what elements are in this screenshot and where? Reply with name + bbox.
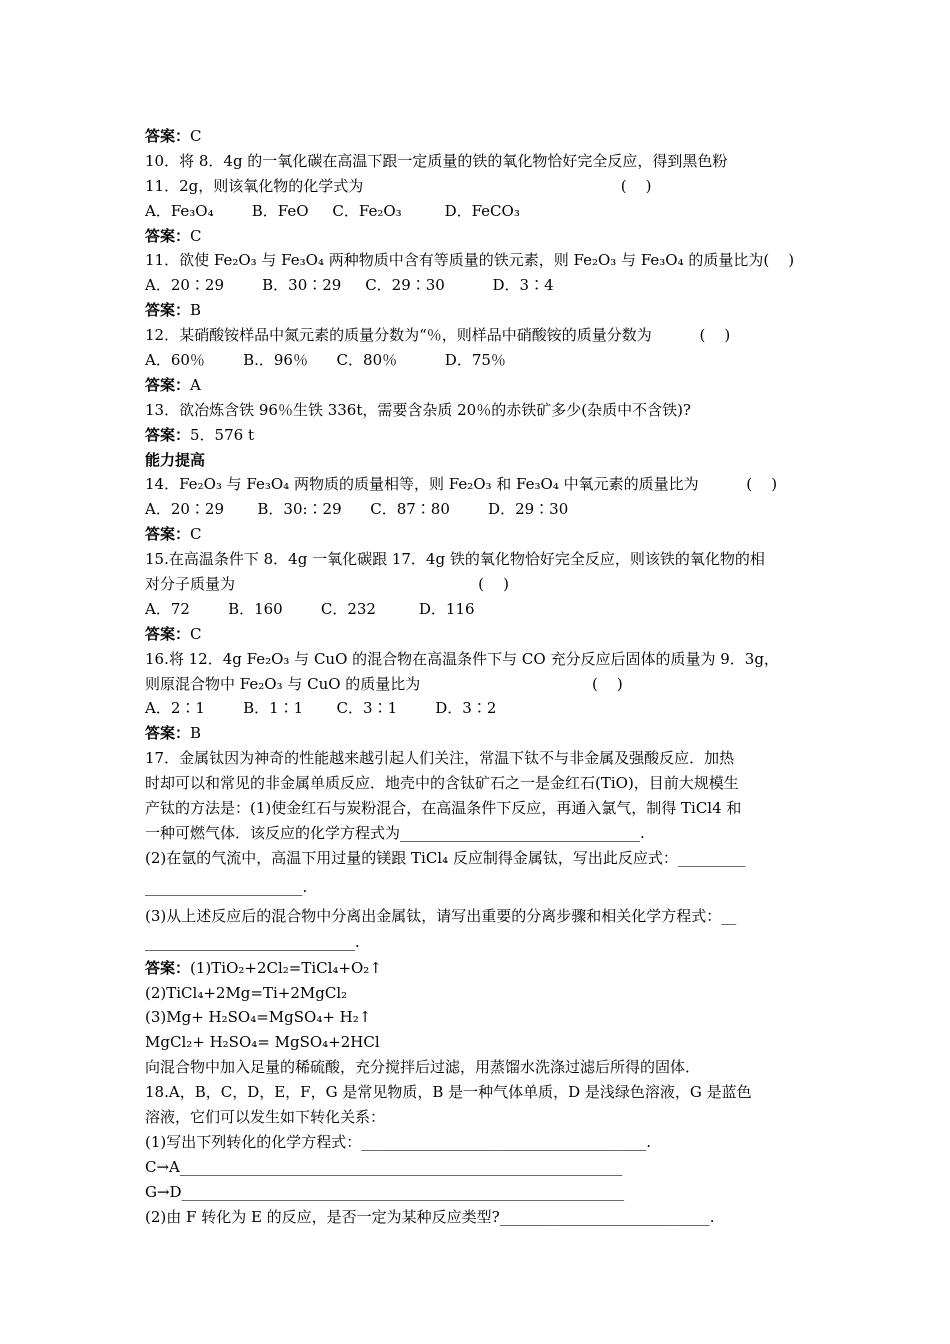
answer-value: A [190, 375, 201, 394]
question-18-stem-cont: 溶液，它们可以发生如下转化关系： [145, 1107, 386, 1126]
answer-explanation: 向混合物中加入足量的稀硫酸，充分搅拌后过滤，用蒸馏水洗涤过滤后所得的固体． [145, 1058, 701, 1077]
question-17-stem-cont: 时却可以和常见的非金属单质反应．地壳中的含钛矿石之一是金红石(TiO)，目前大规模生 [145, 774, 739, 793]
question-10-options: A．Fe₃O₄ B．FeO C．Fe₂O₃ D．FeCO₃ [145, 201, 520, 220]
question-16-options: A．2∶1 B．1∶1 C．3∶1 D．3∶2 [145, 699, 497, 718]
answer-line [145, 721, 810, 746]
question-17-part-1-blank: 一种可燃气体．该反应的化学方程式为________________________________. [145, 823, 645, 842]
question-18-blank-g-d: G→D___________________________________________________________ [145, 1182, 625, 1201]
question-11-options: A．20∶29 B．30∶29 C．29∶30 D．3∶4 [145, 276, 554, 295]
answer-line [145, 956, 810, 981]
answer-value: C [190, 624, 202, 643]
document-body [145, 124, 810, 1229]
answer-label: 答案： [145, 301, 191, 320]
answer-label: 答案： [145, 375, 191, 394]
answer-label: 答案： [145, 624, 191, 643]
question-15-stem: 15.在高温条件下 8．4g 一氧化碳跟 17．4g 铁的氧化物恰好完全反应，则该铁的氧化物的相 [145, 550, 765, 569]
answer-line [145, 373, 810, 398]
question-18-blank-c-a: C→A___________________________________________________________ [145, 1157, 623, 1176]
question-17-stem-cont: 产钛的方法是：(1)使金红石与炭粉混合，在高温条件下反应，再通入氯气，制得 TiCl4 和 [145, 799, 742, 818]
question-14-stem: 14．Fe₂O₃ 与 Fe₃O₄ 两物质的质量相等，则 Fe₂O₃ 和 Fe₃O₄ 中氧元素的质量比为 ( ) [145, 475, 778, 494]
question-16-stem: 16.将 12．4g Fe₂O₃ 与 CuO 的混合物在高温条件下与 CO 充分反应后固体的质量为 9．3g， [145, 649, 779, 668]
answer-value: C [190, 525, 202, 544]
answer-label: 答案： [145, 425, 191, 444]
answer-line [145, 124, 810, 149]
question-18-part-2: (2)由 F 转化为 E 的反应，是否一定为某种反应类型?____________________________. [145, 1207, 715, 1226]
question-12-stem: 12．某硝酸铵样品中氮元素的质量分数为“％，则样品中硝酸铵的质量分数为 ( ) [145, 326, 731, 345]
answer-value: B [190, 301, 202, 320]
question-15-options: A．72 B．160 C．232 D．116 [145, 599, 475, 618]
answer-label: 答案： [145, 958, 191, 977]
answer-value: (1)TiO₂+2Cl₂=TiCl₄+O₂↑ [190, 958, 382, 977]
answer-value: B [190, 724, 202, 743]
answer-line [145, 224, 810, 249]
question-17-part-3-blank: ____________________________. [145, 932, 360, 951]
section-heading-label: 能力提高 [145, 450, 206, 469]
answer-label: 答案： [145, 724, 191, 743]
answer-line [145, 522, 810, 547]
answer-line [145, 298, 810, 323]
answer-line [145, 622, 810, 647]
answer-line [145, 423, 810, 448]
answer-equation: MgCl₂+ H₂SO₄= MgSO₄+2HCl [145, 1033, 380, 1052]
question-13-stem: 13．欲冶炼含铁 96％生铁 336t，需要含杂质 20％的赤铁矿多少(杂质中不含铁)? [145, 400, 691, 419]
question-17-part-2: (2)在氩的气流中，高温下用过量的镁跟 TiCl₄ 反应制得金属钛，写出此反应式：_________ [145, 848, 746, 867]
question-14-options: A．20∶29 B．30:∶29 C．87∶80 D．29∶30 [145, 500, 569, 519]
answer-value: C [190, 127, 202, 145]
answer-value: C [190, 226, 202, 245]
question-11-stem: 11．欲使 Fe₂O₃ 与 Fe₃O₄ 两种物质中含有等质量的铁元素，则 Fe₂O₃ 与 Fe₃O₄ 的质量比为( ) [145, 251, 795, 270]
question-17-part-3: (3)从上述反应后的混合物中分离出金属钛，请写出重要的分离步骤和相关化学方程式：__ [145, 906, 737, 925]
question-15-stem-cont: 对分子质量为 ( ) [145, 575, 509, 594]
question-12-options: A．60％ B.．96％ C．80％ D．75％ [145, 351, 506, 370]
answer-label: 答案： [145, 525, 191, 544]
answer-label: 答案： [145, 127, 191, 145]
answer-equation: (3)Mg+ H₂SO₄=MgSO₄+ H₂↑ [145, 1008, 372, 1027]
question-17-part-2-blank: _____________________. [145, 877, 308, 896]
section-heading [145, 448, 810, 473]
question-18-stem: 18.A，B，C，D，E，F，G 是常见物质，B 是一种气体单质，D 是浅绿色溶液，G 是蓝色 [145, 1083, 752, 1102]
question-18-part-1: (1)写出下列转化的化学方程式：______________________________________. [145, 1132, 652, 1151]
question-16-stem-cont: 则原混合物中 Fe₂O₃ 与 CuO 的质量比为 ( ) [145, 674, 623, 693]
answer-value: 5．576 t [190, 425, 254, 444]
question-10-stem: 10．将 8．4g 的一氧化碳在高温下跟一定质量的铁的氧化物恰好完全反应，得到黑色粉 [145, 151, 728, 170]
question-17-stem: 17．金属钛因为神奇的性能越来越引起人们关注，常温下钛不与非金属及强酸反应．加热 [145, 749, 735, 768]
answer-equation: (2)TiCl₄+2Mg=Ti+2MgCl₂ [145, 983, 348, 1002]
answer-label: 答案： [145, 226, 191, 245]
question-10-stem-cont: 11．2g，则该氧化物的化学式为 ( ) [145, 176, 652, 195]
